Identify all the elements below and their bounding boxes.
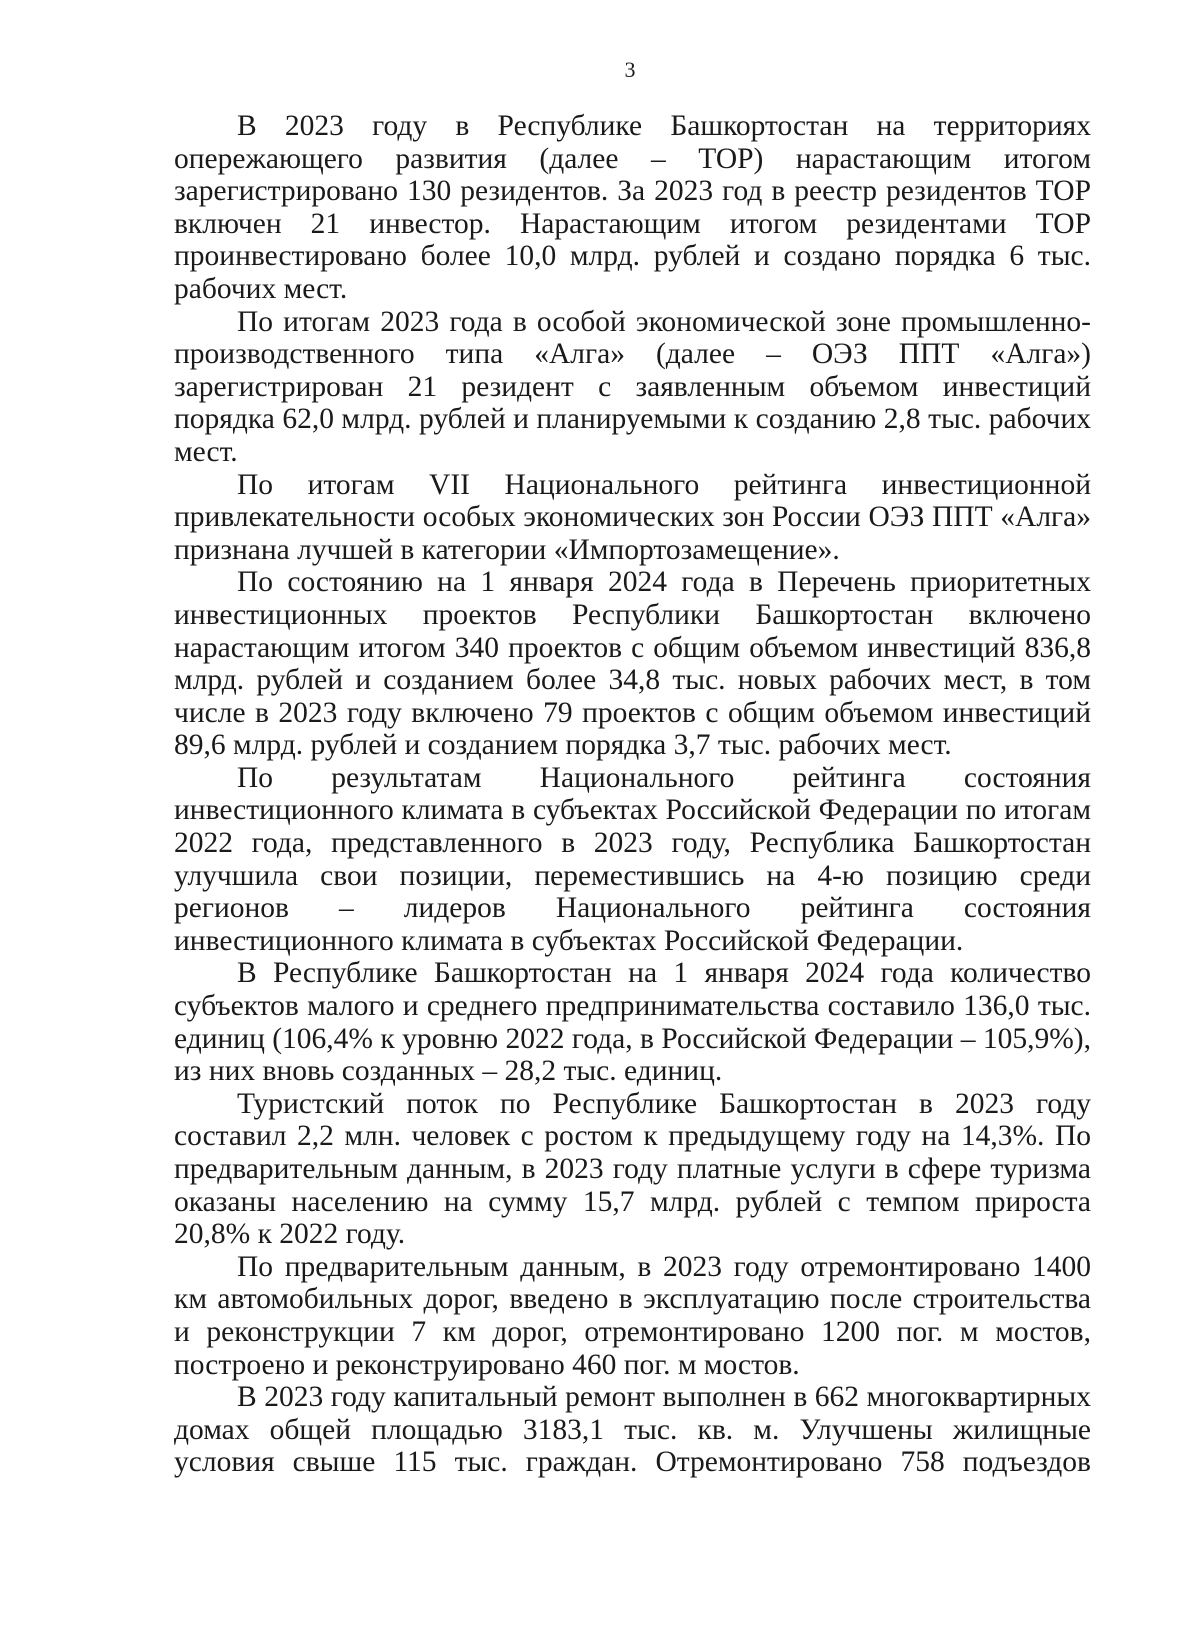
paragraph-small-business: В Республике Башкортостан на 1 января 2024 года количество субъектов малого и среднего предпринимательства составило 136,0 тыс. единиц (106,4% к уровню 2022 года, в Российской Федерации – 105,9%), из них вновь созданных – 28,2 тыс. единиц.: [174, 957, 1091, 1088]
paragraph-tourism: Туристский поток по Республике Башкортостан в 2023 году составил 2,2 млн. человек с ростом к предыдущему году на 14,3%. По предварительным данным, в 2023 году платные услуги в сфере туризма оказаны населению на сумму 15,7 млрд. рублей с темпом прироста 20,8% к 2022 году.: [174, 1087, 1091, 1251]
paragraph-tor-residents: В 2023 году в Республике Башкортостан на территориях опережающего развития (далее – ТОР) нарастающим итогом зарегистрировано 130 резидентов. За 2023 год в реестр резидентов ТОР включен 21 инвестор. Нарастающим итогом резидентами ТОР проинвестировано более 10,0 млрд. рублей и создано порядка 6 тыс. рабочих мест.: [174, 110, 1091, 305]
paragraph-alga-rating: По итогам VII Национального рейтинга инвестиционной привлекательности особых экономических зон России ОЭЗ ППТ «Алга» признана лучшей в категории «Импортозамещение».: [174, 468, 1091, 566]
document-body: [174, 110, 1091, 1479]
paragraph-priority-projects: По состоянию на 1 января 2024 года в Перечень приоритетных инвестиционных проектов Республики Башкортостан включено нарастающим итогом 340 проектов с общим объемом инвестиций 836,8 млрд. рублей и созданием более 34,8 тыс. новых рабочих мест, в том числе в 2023 году включено 79 проектов с общим объемом инвестиций 89,6 млрд. рублей и созданием порядка 3,7 тыс. рабочих мест.: [174, 566, 1091, 762]
paragraph-housing-repair: В 2023 году капитальный ремонт выполнен в 662 многоквартирных домах общей площадью 3183,1 тыс. кв. м. Улучшены жилищные условия свыше 115 тыс. граждан. Отремонтировано 758 подъездов: [174, 1381, 1091, 1479]
paragraph-roads: По предварительным данным, в 2023 году отремонтировано 1400 км автомобильных дорог, введено в эксплуатацию после строительства и реконструкции 7 км дорог, отремонтировано 1200 пог. м мостов, построено и реконструировано 460 пог. м мостов.: [174, 1250, 1091, 1381]
paragraph-oez-alga: По итогам 2023 года в особой экономической зоне промышленно-производственного типа «Алга» (далее – ОЭЗ ППТ «Алга») зарегистрирован 21 резидент с заявленным объемом инвестиций порядка 62,0 млрд. рублей и планируемыми к созданию 2,8 тыс. рабочих мест.: [174, 305, 1091, 468]
page-number: 3: [624, 57, 636, 82]
paragraph-investment-climate: По результатам Национального рейтинга состояния инвестиционного климата в субъектах Российской Федерации по итогам 2022 года, представленного в 2023 году, Республика Башкортостан улучшила свои позиции, переместившись на 4-ю позицию среди регионов – лидеров Национального рейтинга состояния инвестиционного климата в субъектах Российской Федерации.: [174, 761, 1091, 957]
